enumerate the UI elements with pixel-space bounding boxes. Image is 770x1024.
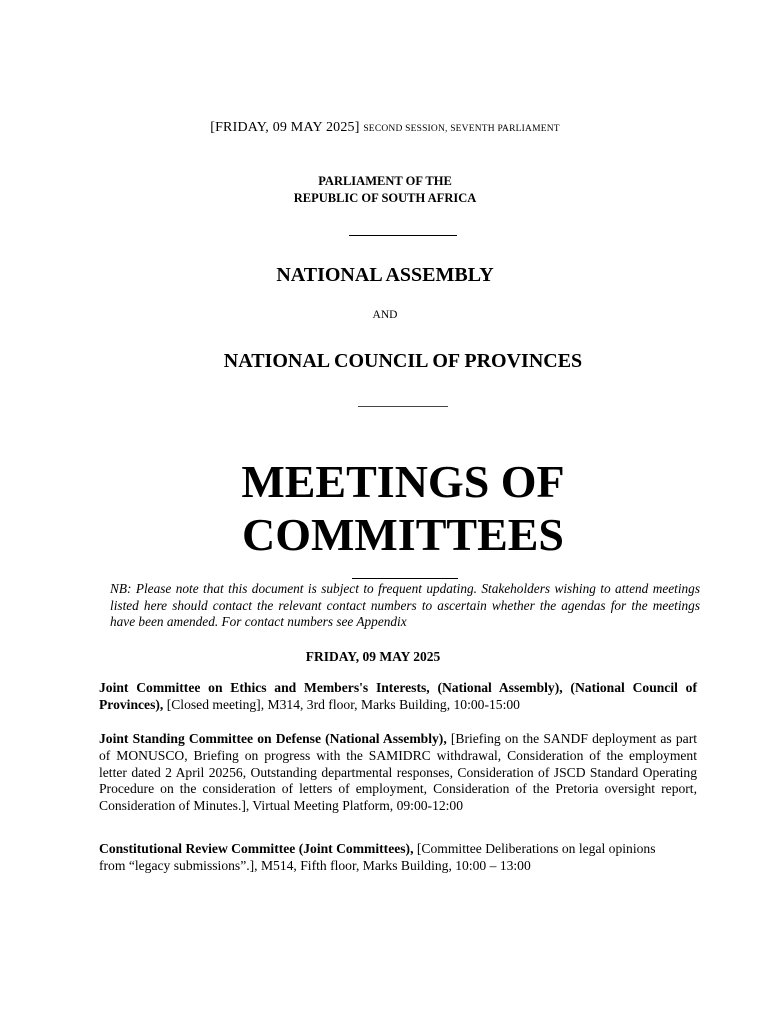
committee-name: Joint Committee on Ethics and Members's Interests, (National Assembly), (National Council of Provinces),	[99, 680, 697, 712]
parliament-line-2: REPUBLIC OF SOUTH AFRICA	[293, 191, 477, 205]
title-line-1: MEETINGS OF	[241, 456, 565, 507]
meeting-entry	[99, 680, 697, 714]
meeting-entry	[99, 731, 697, 815]
committee-name: Joint Standing Committee on Defense (National Assembly),	[99, 731, 447, 746]
day-heading: FRIDAY, 09 MAY 2025	[305, 649, 441, 664]
title-line-2: COMMITTEES	[241, 509, 565, 560]
update-notice: NB: Please note that this document is subject to frequent updating. Stakeholders wishing to attend meetings listed here should contact the relevant contact numbers to ascertain whether the agendas for the meetings have been amended. For contact numbers see Appendix	[110, 581, 700, 629]
committee-name: Constitutional Review Committee (Joint Committees),	[99, 841, 414, 856]
session-date: [FRIDAY, 09 MAY 2025]	[210, 120, 360, 135]
meeting-entry	[99, 841, 679, 875]
parliament-name	[0, 173, 770, 207]
meeting-details: [Committee Deliberations on legal opinions from “legacy submissions”.], M514, Fifth floor, Marks Building, 10:00 – 13:00	[99, 841, 656, 873]
divider-rule	[349, 235, 457, 236]
divider-rule	[358, 406, 448, 407]
divider-rule	[352, 578, 458, 579]
meeting-details: [Closed meeting], M314, 3rd floor, Marks Building, 10:00-15:00	[163, 696, 520, 712]
document-title	[0, 455, 770, 561]
national-assembly-heading: NATIONAL ASSEMBLY	[276, 264, 494, 286]
ncop-heading: NATIONAL COUNCIL OF PROVINCES	[223, 350, 583, 372]
session-header	[0, 120, 770, 136]
parliament-line-1: PARLIAMENT OF THE	[318, 174, 452, 188]
and-conjunction: AND	[372, 309, 398, 321]
meeting-details: [Briefing on the SANDF deployment as part of MONUSCO, Briefing on progress with the SAMIDRC withdrawal, Consideration of the employment letter dated 2 April 20256, Outstanding departmental responses, Consideration of JSCD Standard Operating Procedure on the consideration of letters of employment, Consideration of the Pretoria oversight report, Consideration of Minutes.], Virtual Meeting Platform, 09:00-12:00	[99, 731, 697, 814]
session-name: SECOND SESSION, SEVENTH PARLIAMENT	[363, 124, 560, 134]
